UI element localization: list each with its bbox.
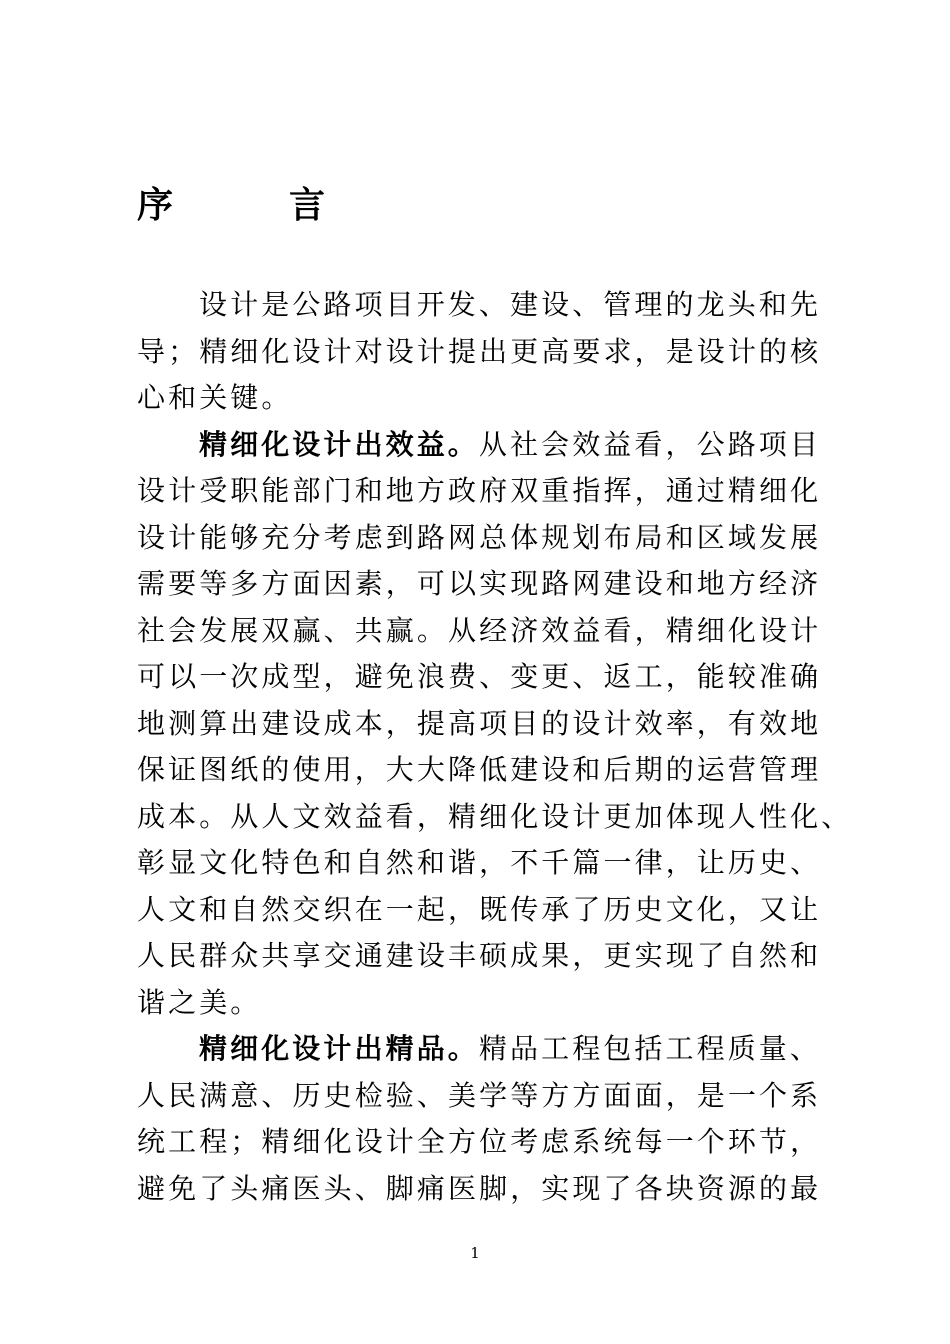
text-line: 设计是公路项目开发、建设、管理的龙头和先 — [199, 288, 822, 321]
paragraph-1 — [137, 282, 822, 422]
text-line: 地测算出建设成本，提高项目的设计效率，有效地 — [137, 706, 822, 740]
text-line: 人民满意、历史检验、美学等方方面面，是一个系 — [137, 1078, 822, 1112]
text-line: 统工程；精细化设计全方位考虑系统每一个环节， — [137, 1125, 822, 1158]
text-line: 心和关键。 — [137, 381, 293, 414]
paragraph-lead: 精细化设计出精品。 — [199, 1032, 479, 1065]
paragraph-2 — [137, 422, 853, 1027]
text-line: 可以一次成型，避免浪费、变更、返工，能较准确 — [137, 660, 822, 693]
text-line: 需要等多方面因素，可以实现路网建设和地方经济 — [137, 567, 822, 600]
text-line: 社会发展双赢、共赢。从经济效益看，精细化设计 — [137, 613, 822, 647]
page-title: 序 言 — [137, 184, 366, 226]
text-line — [137, 422, 822, 469]
text-line: 人民群众共享交通建设丰硕成果，更实现了自然和 — [137, 939, 822, 972]
page-number: 1 — [470, 1244, 480, 1262]
text-line: 谐之美。 — [137, 985, 262, 1019]
document-body — [137, 282, 853, 1212]
text-line: 成本。从人文效益看，精细化设计更加体现人性化、 — [137, 799, 853, 833]
text-line — [137, 1026, 822, 1073]
text-line: 设计能够充分考虑到路网总体规划布局和区域发展 — [137, 520, 822, 554]
paragraph-3 — [137, 1026, 822, 1212]
text-span: 从社会效益看，公路项目 — [478, 427, 822, 461]
paragraph-lead: 精细化设计出效益。 — [199, 427, 479, 461]
text-line: 人文和自然交织在一起，既传承了历史文化，又让 — [137, 892, 822, 926]
text-line: 避免了头痛医头、脚痛医脚，实现了各块资源的最 — [137, 1171, 822, 1205]
text-span: 精品工程包括工程质量、 — [478, 1032, 822, 1065]
text-line: 保证图纸的使用，大大降低建设和后期的运营管理 — [137, 753, 822, 786]
text-line: 导；精细化设计对设计提出更高要求，是设计的核 — [137, 334, 822, 368]
text-line: 设计受职能部门和地方政府双重指挥，通过精细化 — [137, 474, 822, 507]
text-line: 彰显文化特色和自然和谐，不千篇一律，让历史、 — [137, 846, 822, 879]
